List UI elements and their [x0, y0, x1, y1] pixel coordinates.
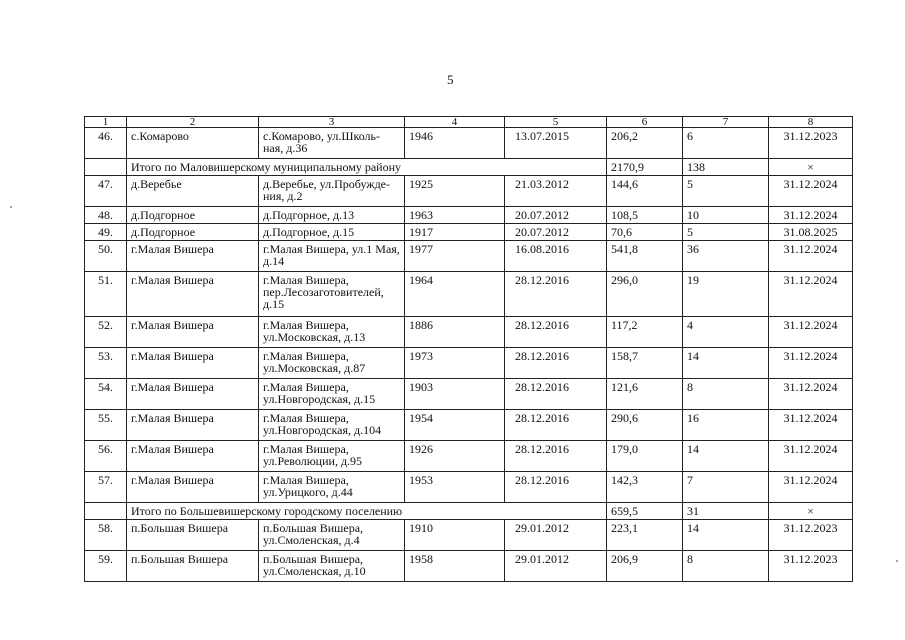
table-row — [85, 224, 853, 241]
cell-year: 1963 — [405, 207, 505, 224]
scan-speck — [896, 560, 898, 562]
table-row — [85, 241, 853, 272]
cell-no: 48. — [85, 207, 127, 224]
table-row — [85, 272, 853, 317]
cell-area: 206,9 — [607, 551, 683, 582]
cell-year: 1903 — [405, 379, 505, 410]
cell-empty — [85, 503, 127, 520]
cell-deadline: 31.12.2023 — [769, 128, 853, 159]
cell-address: д.Подгорное, д.13 — [259, 207, 405, 224]
table-row — [85, 348, 853, 379]
cell-locality: г.Малая Вишера — [127, 241, 259, 272]
cell-year: 1946 — [405, 128, 505, 159]
column-number: 2 — [127, 117, 259, 128]
cell-area: 121,6 — [607, 379, 683, 410]
cell-residents: 31 — [683, 503, 769, 520]
table-row — [85, 441, 853, 472]
cell-address: г.Малая Вишера, ул.Революции, д.95 — [259, 441, 405, 472]
column-number: 5 — [505, 117, 607, 128]
cell-residents: 138 — [683, 159, 769, 176]
cell-deadline: 31.12.2024 — [769, 317, 853, 348]
cell-deadline: 31.12.2024 — [769, 410, 853, 441]
cell-address: п.Большая Вишера, ул.Смоленская, д.4 — [259, 520, 405, 551]
cell-locality: г.Малая Вишера — [127, 317, 259, 348]
cell-year: 1886 — [405, 317, 505, 348]
cell-area: 223,1 — [607, 520, 683, 551]
cell-locality: г.Малая Вишера — [127, 272, 259, 317]
cell-year: 1953 — [405, 472, 505, 503]
cell-year: 1917 — [405, 224, 505, 241]
cell-locality: г.Малая Вишера — [127, 441, 259, 472]
table-row — [85, 520, 853, 551]
cell-locality: г.Малая Вишера — [127, 348, 259, 379]
cell-residents: 36 — [683, 241, 769, 272]
cell-deadline: × — [769, 159, 853, 176]
cell-address: г.Малая Вишера, ул.Новгородская, д.15 — [259, 379, 405, 410]
cell-area: 70,6 — [607, 224, 683, 241]
cell-address: п.Большая Вишера, ул.Смоленская, д.10 — [259, 551, 405, 582]
cell-locality: г.Малая Вишера — [127, 472, 259, 503]
cell-year: 1964 — [405, 272, 505, 317]
cell-date: 20.07.2012 — [505, 207, 607, 224]
column-number: 1 — [85, 117, 127, 128]
cell-locality: п.Большая Вишера — [127, 520, 259, 551]
cell-residents: 5 — [683, 176, 769, 207]
column-number-row — [85, 117, 853, 128]
cell-residents: 19 — [683, 272, 769, 317]
cell-year: 1926 — [405, 441, 505, 472]
cell-date: 28.12.2016 — [505, 441, 607, 472]
cell-no: 53. — [85, 348, 127, 379]
cell-date: 16.08.2016 — [505, 241, 607, 272]
cell-empty — [85, 159, 127, 176]
column-number: 3 — [259, 117, 405, 128]
cell-date: 28.12.2016 — [505, 348, 607, 379]
cell-deadline: 31.12.2024 — [769, 207, 853, 224]
cell-residents: 8 — [683, 379, 769, 410]
table-row — [85, 207, 853, 224]
cell-date: 28.12.2016 — [505, 317, 607, 348]
cell-area: 659,5 — [607, 503, 683, 520]
cell-residents: 10 — [683, 207, 769, 224]
subtotal-row — [85, 159, 853, 176]
cell-area: 296,0 — [607, 272, 683, 317]
cell-locality: д.Подгорное — [127, 224, 259, 241]
cell-address: г.Малая Вишера, ул.Московская, д.87 — [259, 348, 405, 379]
cell-residents: 4 — [683, 317, 769, 348]
cell-deadline: 31.12.2024 — [769, 348, 853, 379]
column-number: 8 — [769, 117, 853, 128]
cell-locality: г.Малая Вишера — [127, 379, 259, 410]
column-number: 4 — [405, 117, 505, 128]
cell-area: 541,8 — [607, 241, 683, 272]
cell-area: 108,5 — [607, 207, 683, 224]
cell-no: 58. — [85, 520, 127, 551]
table-row — [85, 410, 853, 441]
cell-date: 28.12.2016 — [505, 410, 607, 441]
cell-deadline: 31.12.2023 — [769, 551, 853, 582]
cell-address: г.Малая Вишера, ул.1 Мая, д.14 — [259, 241, 405, 272]
cell-area: 117,2 — [607, 317, 683, 348]
cell-deadline: 31.12.2024 — [769, 241, 853, 272]
subtotal-row — [85, 503, 853, 520]
cell-residents: 8 — [683, 551, 769, 582]
page-number: 5 — [447, 72, 454, 87]
cell-year: 1925 — [405, 176, 505, 207]
cell-no: 59. — [85, 551, 127, 582]
cell-year: 1954 — [405, 410, 505, 441]
cell-deadline: 31.12.2024 — [769, 379, 853, 410]
cell-residents: 7 — [683, 472, 769, 503]
table-row — [85, 317, 853, 348]
cell-no: 52. — [85, 317, 127, 348]
table-row — [85, 128, 853, 159]
cell-residents: 6 — [683, 128, 769, 159]
cell-residents: 5 — [683, 224, 769, 241]
cell-locality: г.Малая Вишера — [127, 410, 259, 441]
cell-residents: 16 — [683, 410, 769, 441]
table-row — [85, 379, 853, 410]
cell-area: 179,0 — [607, 441, 683, 472]
cell-date: 13.07.2015 — [505, 128, 607, 159]
cell-deadline: 31.12.2024 — [769, 441, 853, 472]
cell-locality: п.Большая Вишера — [127, 551, 259, 582]
cell-area: 2170,9 — [607, 159, 683, 176]
cell-residents: 14 — [683, 348, 769, 379]
cell-address: с.Комарово, ул.Школь-ная, д.36 — [259, 128, 405, 159]
cell-date: 20.07.2012 — [505, 224, 607, 241]
cell-date: 21.03.2012 — [505, 176, 607, 207]
cell-date: 28.12.2016 — [505, 272, 607, 317]
table-row — [85, 472, 853, 503]
cell-no: 50. — [85, 241, 127, 272]
cell-address: г.Малая Вишера, ул.Московская, д.13 — [259, 317, 405, 348]
cell-area: 206,2 — [607, 128, 683, 159]
cell-deadline: 31.12.2023 — [769, 520, 853, 551]
cell-area: 142,3 — [607, 472, 683, 503]
table-row — [85, 176, 853, 207]
cell-no: 47. — [85, 176, 127, 207]
cell-residents: 14 — [683, 441, 769, 472]
cell-locality: д.Подгорное — [127, 207, 259, 224]
cell-label: Итого по Маловишерскому муниципальному району — [127, 159, 607, 176]
cell-address: г.Малая Вишера, ул.Урицкого, д.44 — [259, 472, 405, 503]
cell-no: 56. — [85, 441, 127, 472]
scan-speck — [10, 206, 12, 208]
cell-no: 54. — [85, 379, 127, 410]
cell-deadline: 31.12.2024 — [769, 272, 853, 317]
cell-address: г.Малая Вишера, пер.Лесозаготовителей, д.15 — [259, 272, 405, 317]
cell-year: 1958 — [405, 551, 505, 582]
cell-address: д.Подгорное, д.15 — [259, 224, 405, 241]
cell-area: 144,6 — [607, 176, 683, 207]
cell-no: 57. — [85, 472, 127, 503]
cell-no: 49. — [85, 224, 127, 241]
cell-locality: с.Комарово — [127, 128, 259, 159]
cell-no: 46. — [85, 128, 127, 159]
cell-address: д.Веребье, ул.Пробужде-ния, д.2 — [259, 176, 405, 207]
cell-address: г.Малая Вишера, ул.Новгородская, д.104 — [259, 410, 405, 441]
column-number: 6 — [607, 117, 683, 128]
cell-area: 158,7 — [607, 348, 683, 379]
cell-date: 28.12.2016 — [505, 379, 607, 410]
cell-residents: 14 — [683, 520, 769, 551]
cell-deadline: × — [769, 503, 853, 520]
cell-deadline: 31.12.2024 — [769, 176, 853, 207]
cell-date: 28.12.2016 — [505, 472, 607, 503]
cell-label: Итого по Большевишерскому городскому поселению — [127, 503, 607, 520]
cell-date: 29.01.2012 — [505, 551, 607, 582]
cell-area: 290,6 — [607, 410, 683, 441]
cell-year: 1910 — [405, 520, 505, 551]
housing-table — [84, 116, 853, 582]
cell-no: 51. — [85, 272, 127, 317]
cell-deadline: 31.08.2025 — [769, 224, 853, 241]
table-row — [85, 551, 853, 582]
cell-no: 55. — [85, 410, 127, 441]
cell-deadline: 31.12.2024 — [769, 472, 853, 503]
column-number: 7 — [683, 117, 769, 128]
cell-year: 1973 — [405, 348, 505, 379]
cell-date: 29.01.2012 — [505, 520, 607, 551]
cell-year: 1977 — [405, 241, 505, 272]
cell-locality: д.Веребье — [127, 176, 259, 207]
